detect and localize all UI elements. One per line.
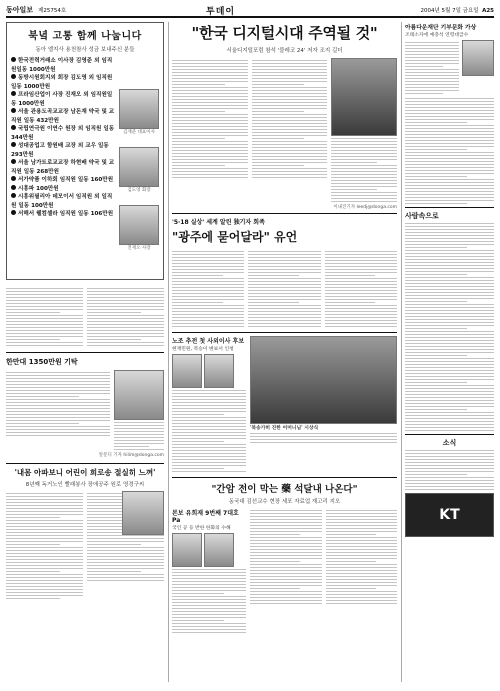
body-text [405,450,494,490]
photo-caption: 진재오 사장 [127,246,151,251]
body-text [87,286,164,348]
center-col2 [172,508,246,635]
left-mid-credit: 알문디 기자 hilim@donga.com [98,453,164,458]
donor-item: 서울 관용도곡교교장 남돈재 약국 및 교직원 일동 432만원 [11,109,115,124]
body-text [405,98,494,204]
center-col1-photo-1 [172,354,202,388]
donor-subtitle: 동아 엘지사 용천참사 성금 보내주신 분들 [35,47,135,53]
center-col2-title: 본보 유희재 9번째 7대호 Pa [172,510,239,524]
right-section-title: 사람속으로 [405,212,439,220]
center-top-photo [331,58,397,136]
donor-item: 서울 남가트로교교장 하현배 약국 및 교직원 일동 268만원 [11,160,115,175]
body-text [6,491,83,601]
center-top-headline: "한국 디지털시대 주역될 것" [191,24,378,42]
body-text [6,370,110,452]
donor-photo-1 [119,89,159,129]
donor-photo-3 [119,205,159,245]
center-top-subtitle: 서울디지털포럼 참석 '블레코 24' 저자 조지 길더 [226,48,343,54]
advertisement[interactable]: KT [405,493,494,537]
body-text [405,40,459,96]
left-column [6,22,164,601]
photo-caption: 김도영 회장 [127,188,151,193]
donor-item: 동방시원회지외 회장 김도영 외 임직원일동 1000만원 [11,75,113,90]
center-col1-title: 노조 추전 첫 사외이사 후보 [172,338,245,345]
donor-item: 한국전력거래소 이사장 김영준 외 임직원일동 1000만원 [11,58,113,73]
body-text [250,433,397,443]
center-col2-photo-1 [172,533,202,567]
left-mid-photo [114,370,164,420]
donor-item: 프라임산업이 사장 진재오 외 임직원일동 1000만원 [11,92,113,107]
photo-caption: 김재준 대표이사 [123,130,155,135]
center-col1 [172,336,246,474]
center-lower-caption: '북송가히 진한 어머니님' 시상식 [250,426,319,431]
donor-item: 성대공업고 함원배 교장 외 교우 일동 293만원 [11,143,109,158]
center-col2-photo-2 [204,533,234,567]
body-text [248,249,320,329]
right-column [405,22,494,537]
body-text [172,569,246,633]
right-bottom-title: 소식 [442,439,457,447]
body-text [172,390,246,472]
center-lower-photo [250,336,397,424]
center-mid-kicker: '5·18 실상' 세계 알린 独기자 회족 [172,219,265,226]
donor-list [11,57,115,219]
donor-item: 시흥파 100만원 [11,185,115,194]
date-page: 2004년 5월 7일 금요일 A25 [420,8,494,14]
left-bottom-subtitle: 8년째 독거노인 빨래봉사 장애공주 원로 영경구씨 [25,482,145,488]
body-text [172,249,244,329]
center-lower-subtitle: 동국대 김선교수 현장 세포 자료업 재고리 지오 [228,499,341,505]
donor-item: 시흥위필리아 데모이서 임직원 외 일직원 일동 100만원 [11,194,113,209]
body-text [326,508,398,635]
center-col2-subtitle: 국인 공 등 반한 한화의 수해 [172,526,231,531]
donor-item: 국립연극원 이연수 원장 외 임직원 일동 344만원 [11,126,115,141]
body-text [331,138,397,202]
donor-item: 서해서 웰컴셀라 임직원 일동 106만원 [11,210,115,219]
body-text [252,58,328,204]
body-text [250,508,322,635]
center-col1-photo-2 [204,354,234,388]
left-bottom-title: '내몸 아파보니 어린이 희로송 절실히 느껴' [14,468,156,477]
donor-title: 북녘 고통 함께 나눕니다 [28,31,142,42]
left-article-text [6,286,164,348]
center-lower-headline: "간암 전이 막는 藥 석달내 나온다" [211,484,358,495]
center-mid-headline: "광주에 묻어달라" 유언 [172,230,298,244]
left-bottom-photo [122,491,164,535]
left-mid-title: 한만대 1350만원 기탁 [6,358,78,366]
center-top-credit: 이내진기자 leedj@donga.com [333,205,397,210]
paper-name: 동아일보 제25754호 [6,6,67,14]
center-col1-subtitle: 현재민원, 복승이 변보서 인청 [172,347,234,352]
masthead [6,4,494,18]
donor-box [6,22,164,280]
right-top-subtitle: 조태소자에 예충석 연령대급수 [405,33,469,38]
body-text [405,223,494,431]
donor-photo-2 [119,147,159,187]
donor-item: 서가약품 이하회 임직원 일동 160만원 [11,176,115,185]
body-text [6,286,83,348]
center-column [172,22,397,635]
section-title: 투데이 [206,7,236,17]
body-text [325,249,397,329]
body-text [172,58,248,204]
issue-number: 제25754호 [38,8,67,14]
body-text [114,422,164,450]
right-top-photo [462,40,494,76]
right-top-title: 아름다운재단 기부문화 가상 [405,25,477,31]
